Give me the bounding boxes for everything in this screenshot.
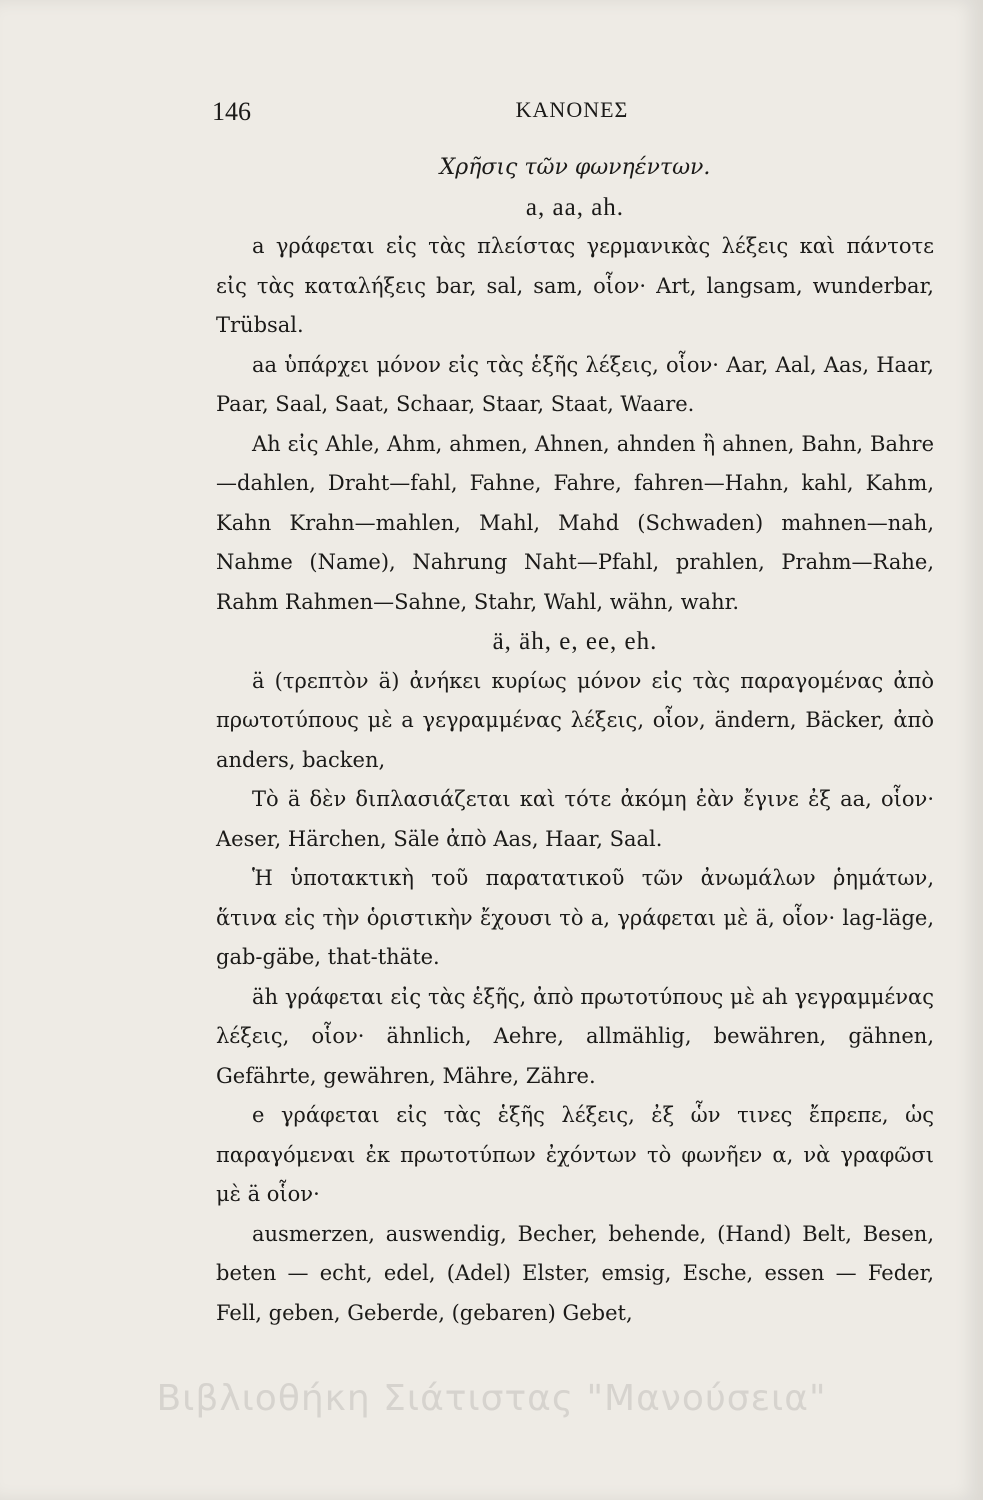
running-head: ΚΑΝΟΝΕΣ [515, 97, 629, 122]
paragraph-a: a γράφεται εἰς τὰς πλείστας γερμανικὰς λέξεις καὶ πάντοτε εἰς τὰς καταλήξεις bar, sal, sam, οἷον· Art, langsam, wunderbar, Trübsal. [216, 234, 934, 337]
paragraph-subjunctive: Ἡ ὑποτακτικὴ τοῦ παρατατικοῦ τῶν ἀνωμάλων ῥημάτων, ἅτινα εἰς τὴν ὁριστικὴν ἔχουσι τὸ a, γράφεται μὲ ä, οἷον· lag-läge, gab-gäbe, that-thäte. [216, 866, 934, 969]
body-text [216, 148, 934, 1333]
heading-ae-aeh-e-ee-eh: ä, äh, e, ee, eh. [492, 628, 658, 655]
library-watermark: Βιβλιοθήκη Σιάτιστας "Μανούσεια" [156, 1378, 827, 1419]
section-title: Χρῆσις τῶν φωνηέντων. [439, 155, 711, 180]
page-header [212, 97, 932, 137]
paragraph-aeh: äh γράφεται εἰς τὰς ἑξῆς, ἀπὸ πρωτοτύπους μὲ ah γεγραμμένας λέξεις, οἷον· ähnlich, Aehre, allmählig, bewähren, gähnen, Gefährte, gewähren, Mähre, Zähre. [216, 984, 934, 1088]
paragraph-aa: aa ὑπάρχει μόνον εἰς τὰς ἑξῆς λέξεις, οἷον· Aar, Aal, Aas, Haar, Paar, Saal, Saat, Schaar, Staar, Staat, Waare. [216, 352, 934, 416]
paragraph-ah: Ah εἰς Ahle, Ahm, ahmen, Ahnen, ahnden ἢ ahnen, Bahn, Bahre—dahlen, Draht—fahl, Fahne, Fahre, fahren—Hahn, kahl, Kahm, Kahn Krahn—mahlen, Mahl, Mahd (Schwaden) mahnen—nah, Nahme (Name), Nahrung Naht—Pfahl, prahlen, Prahm—Rahe, Rahm Rahmen—Sahne, Stahr, Wahl, wähn, wahr. [216, 431, 934, 614]
paragraph-e-examples: ausmerzen, auswendig, Becher, behende, (Hand) Belt, Besen, beten — echt, edel, (Adel) Elster, emsig, Esche, essen — Feder, Fell, geben, Geberde, (gebaren) Gebet, [216, 1221, 934, 1325]
paragraph-e: e γράφεται εἰς τὰς ἑξῆς λέξεις, ἐξ ὧν τινες ἔπρεπε, ὡς παραγόμεναι ἐκ πρωτοτύπων ἐχόντων τὸ φωνῆεν α, νὰ γραφῶσι μὲ ä οἷον· [216, 1103, 934, 1206]
page-number: 146 [212, 97, 251, 126]
heading-a-aa-ah: a, aa, ah. [525, 193, 625, 221]
paragraph-ae-doubling: Τὸ ä δὲν διπλασιάζεται καὶ τότε ἀκόμη ἐὰν ἔγινε ἐξ aa, οἷον· Aeser, Härchen, Säle ἀπὸ Aas, Haar, Saal. [216, 787, 934, 851]
paragraph-ae: ä (τρεπτὸν ä) ἀνήκει κυρίως μόνον εἰς τὰς παραγομένας ἀπὸ πρωτοτύπους μὲ a γεγραμμένας λέξεις, οἷον, ändern, Bäcker, ἀπὸ anders, backen, [216, 668, 934, 772]
